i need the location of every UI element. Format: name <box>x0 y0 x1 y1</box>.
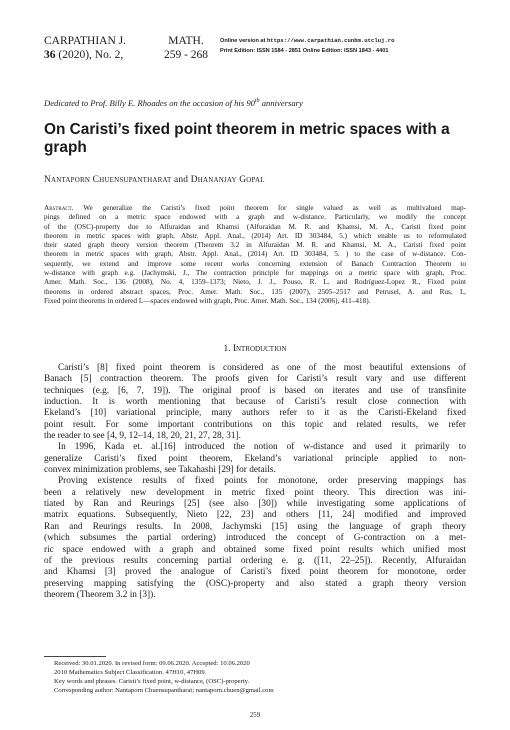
online-info <box>220 36 395 56</box>
footnote-corresponding-author: Corresponding author: Nantaporn Chuensupantharat; nantaporn.chuen@gmail.com <box>54 687 274 694</box>
online-prefix: Online version at <box>220 38 267 44</box>
footnote-received: Received: 30.01.2020. In revised form: 09.06.2020. Accepted: 10.06.2020 <box>54 660 250 667</box>
journal-volume: 36 <box>44 49 56 61</box>
footnote-keywords: Key words and phrases. Caristi’s fixed point, w-distance, (OSC)-property. <box>54 678 250 685</box>
journal-name: CARPATHIAN J. <box>44 35 127 47</box>
paragraph-1: Caristi’s [8] fixed point theorem is considered as one of the most beautiful extensions of Banach [5] contraction theorem. The proofs given for Caristi’s result vary and use different techniques (e.g. [6, 7, 19]). The original proof is based on iterates and use of transfinite induction. It is worth mentioning that because of Caristi’s result close connection with Ekeland’s [10] variational principle, many authors refer to it as the Caristi-Ekeland fixed point result. For some important contributions on this topic and related results, we refer the reader to see [4, 9, 12–14, 18, 20, 21, 27, 28, 31]. <box>44 363 466 442</box>
journal-volume-line <box>44 48 126 62</box>
author-2: Dhananjay Gopal <box>190 175 265 185</box>
subject-header <box>160 34 212 62</box>
body-text <box>44 363 466 601</box>
dedication: Dedicated to Prof. Billy E. Rhoades on the occasion of his 90th anniversary <box>44 98 303 108</box>
journal-url-link[interactable]: https://www.carpathian.cunbm.utcluj.ro <box>266 37 395 44</box>
page-range: 259 - 268 <box>163 49 209 61</box>
footnotes <box>44 659 466 695</box>
journal-issue: (2020), No. 2, <box>58 49 124 61</box>
page-number: 259 <box>249 712 261 719</box>
online-version-line <box>220 36 395 47</box>
footnote-msc: 2010 Mathematics Subject Classification. 47H10, 47H09. <box>54 669 207 676</box>
authors <box>44 175 265 185</box>
issn-line: Print Edition: ISSN 1584 - 2851 Online Edition: ISSN 1843 - 4401 <box>220 47 389 54</box>
journal-header <box>44 34 126 62</box>
journal-subject: MATH. <box>168 35 204 47</box>
paragraph-2: In 1996, Kada et. al.[16] introduced the notion of w-distance and used it primarily to generalize Caristi’s fixed point theorem, Ekeland’s variational principle applied to non- convex minimization problems, see Takahashi [29] for details. <box>44 442 466 476</box>
section-title: Introduction <box>232 344 287 354</box>
author-1: Nantaporn Chuensupantharat <box>44 175 172 185</box>
section-heading <box>0 344 510 354</box>
paper-title: On Caristi’s fixed point theorem in metric spaces with a graph <box>44 121 450 156</box>
abstract-label: Abstract. <box>44 204 74 212</box>
paragraph-3: Proving existence results of fixed points for monotone, order preserving mappings has been a relatively new development in metric fixed point theory. This direction was ini- tiated by Ran and Reurings [25] (see also [30]) while investigating some applications of matrix equations. Subsequently, Nieto [22, 23] and others [11, 24] modified and improved Ran and Reurings results. In 2008, Jachymski [15] using the language of graph theory (which subsumes the partial ordering) introduced the concept of G-contraction on a met- ric space endowed with a graph and obtained some fixed point results which unified most of the previous results concerning partial ordering e. g. ([11, 22–25]). Recently, Alfuraidan and Khamsi [3] proved the analogue of Caristi’s fixed point theorem for monotone, order preserving mapping satisfying the (OSC)-property and also stated a graph theory version theorem (Theorem 3.2 in [3]). <box>44 476 466 600</box>
section-number: 1. <box>223 344 231 354</box>
footnote-rule <box>44 656 106 657</box>
authors-and: and <box>174 175 189 185</box>
abstract: Abstract. We generalize the Caristi’s fixed point theorem for single valued as well as multivalued map- pings defined on a metric space endowed with a graph and w-distance. Particularly, we modify the concept of the (OSC)-property due to Alfuraidan and Khamsi (Alfuraidan M. R. and Khamsi, M. A., Caristi fixed point theorem in metric spaces with graph, Abstr. Appl. Anal., (2014) Art. ID 303484, 5.) which enable us to reformulated their stated graph theory version theorem (Theorem 3.2 in Alfuraidan M. R. and Khamsi, M. A., Caristi fixed point theorem in metric spaces with graph, Abstr. Appl. Anal., (2014) Art. ID 303484, 5. ) to the case of w-distance. Con- sequently, we extend and improve some recent works concerning extension of Banach Contraction Theorem to w-distance with graph e.g. (Jachymski, J., The contraction principle for mappings on a metric space with graph, Proc. Amer. Math. Soc., 136 (2008), No. 4, 1359–1373; Nieto, J. J., Pouso, R. L. and Rodríguez-Lopez R., Fixed point theorems in ordered abstract spaces, Proc. Amer. Math. Soc., 135 (2007), 2505–2517 and Petrusel, A. and Rus, I., Fixed point theorems in ordered L—spaces endowed with graph, Proc. Amer. Math. Soc., 134 (2006), 411–418). <box>44 204 467 305</box>
